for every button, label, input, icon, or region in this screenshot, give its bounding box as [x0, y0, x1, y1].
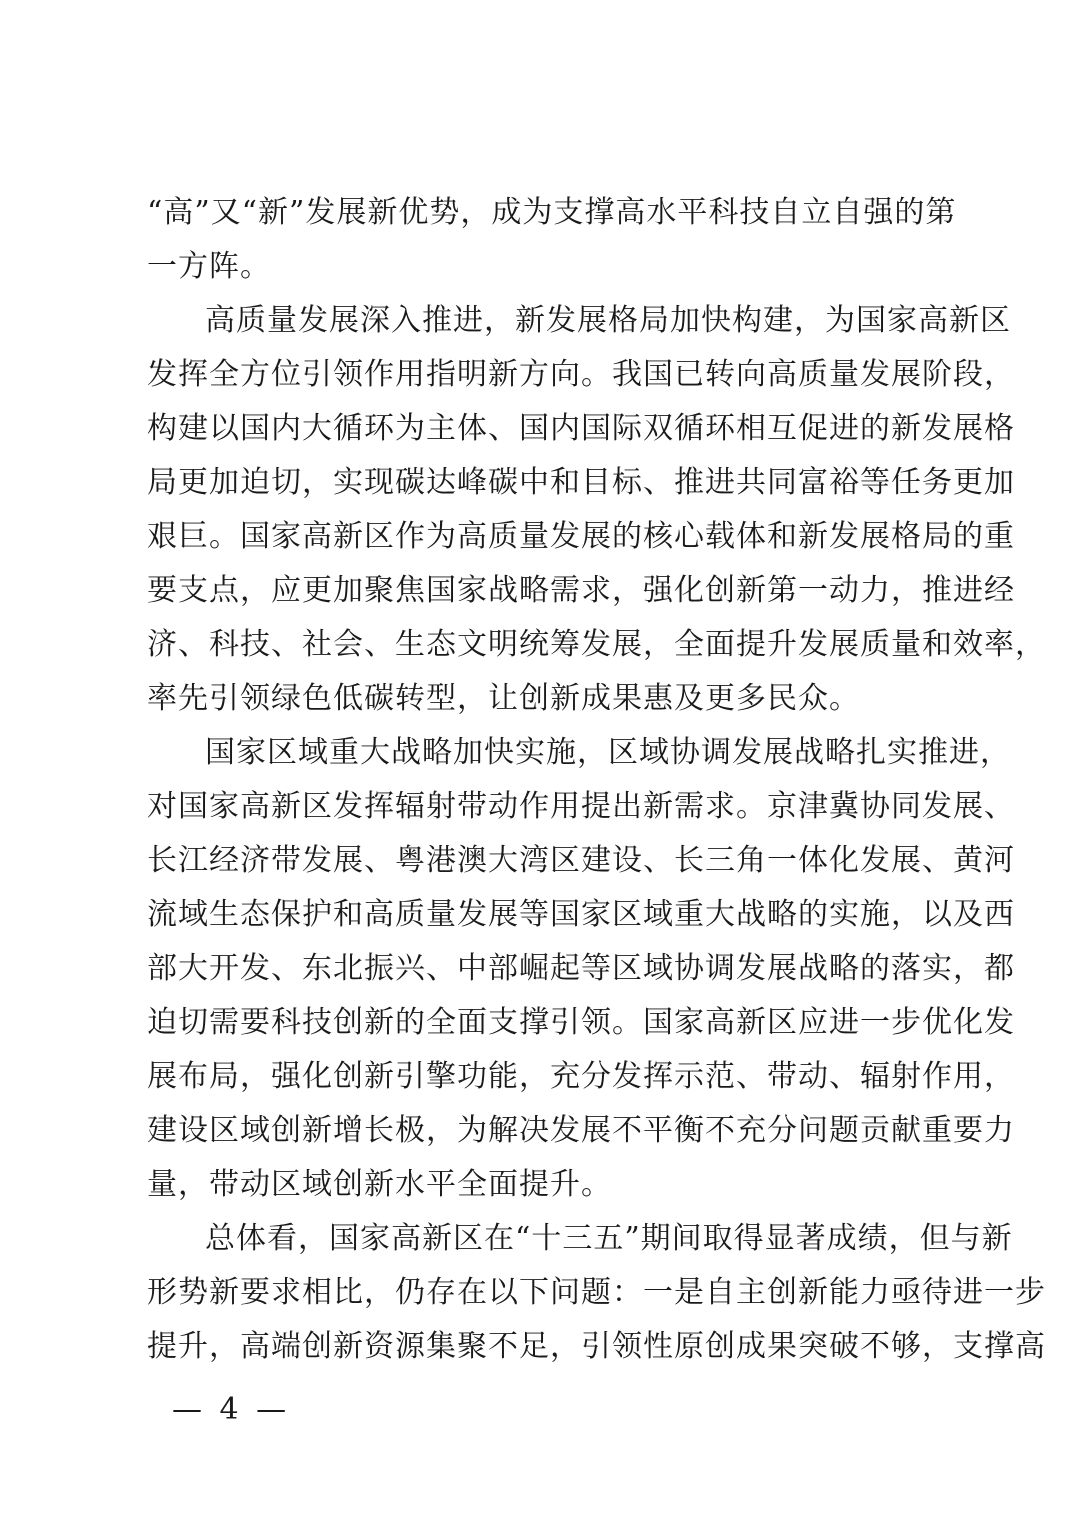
text-line: 艰巨。国家高新区作为高质量发展的核心载体和新发展格局的重: [147, 519, 1015, 554]
text-line: 对国家高新区发挥辐射带动作用提出新需求。京津冀协同发展、: [147, 789, 1015, 824]
text-line: 部大开发、东北振兴、中部崛起等区域协调发展战略的落实，都: [147, 951, 1015, 986]
page-number: — 4 —: [172, 1392, 291, 1427]
text-line: 迫切需要科技创新的全面支撑引领。国家高新区应进一步优化发: [147, 1005, 1015, 1040]
text-line: 局更加迫切，实现碳达峰碳中和目标、推进共同富裕等任务更加: [147, 465, 1015, 500]
text-line: 构建以国内大循环为主体、国内国际双循环相互促进的新发展格: [147, 411, 1015, 446]
text-line: “高”又“新”发展新优势，成为支撑高水平科技自立自强的第: [147, 195, 957, 230]
text-line: 展布局，强化创新引擎功能，充分发挥示范、带动、辐射作用，: [147, 1059, 1015, 1094]
paragraph-first-line: 国家区域重大战略加快实施，区域协调发展战略扎实推进，: [205, 735, 1011, 770]
text-line: 量，带动区域创新水平全面提升。: [147, 1167, 612, 1202]
text-line: 建设区域创新增长极，为解决发展不平衡不充分问题贡献重要力: [147, 1113, 1015, 1148]
text-line: 济、科技、社会、生态文明统筹发展，全面提升发展质量和效率，: [147, 627, 1046, 662]
text-line: 发挥全方位引领作用指明新方向。我国已转向高质量发展阶段，: [147, 357, 1015, 392]
text-line: 长江经济带发展、粤港澳大湾区建设、长三角一体化发展、黄河: [147, 843, 1015, 878]
text-line: 一方阵。: [147, 249, 271, 284]
text-line: 提升，高端创新资源集聚不足，引领性原创成果突破不够，支撑高: [147, 1329, 1046, 1364]
paragraph-first-line: 总体看，国家高新区在“十三五”期间取得显著成绩，但与新: [205, 1221, 1013, 1256]
text-line: 要支点，应更加聚焦国家战略需求，强化创新第一动力，推进经: [147, 573, 1015, 608]
text-line: 流域生态保护和高质量发展等国家区域重大战略的实施，以及西: [147, 897, 1015, 932]
text-line: 形势新要求相比，仍存在以下问题：一是自主创新能力亟待进一步: [147, 1275, 1046, 1310]
paragraph-first-line: 高质量发展深入推进，新发展格局加快构建，为国家高新区: [205, 303, 1011, 338]
text-line: 率先引领绿色低碳转型，让创新成果惠及更多民众。: [147, 681, 860, 716]
